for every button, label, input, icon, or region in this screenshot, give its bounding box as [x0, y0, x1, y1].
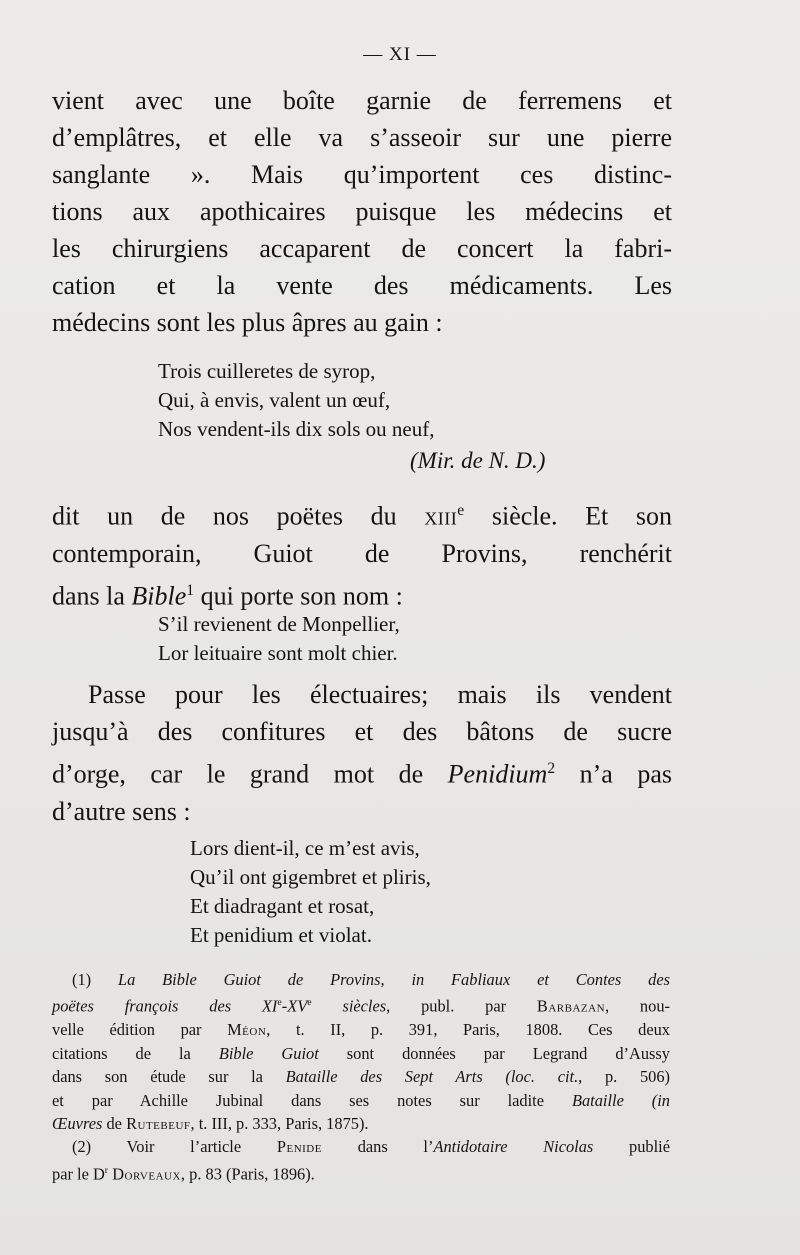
- title-italic: Antidotaire Nicolas: [433, 1137, 594, 1157]
- text: dans la: [52, 581, 125, 611]
- footnote-line: [52, 1042, 670, 1065]
- title-italic: -XV: [281, 996, 308, 1016]
- text: qui porte son nom :: [200, 581, 403, 611]
- title-italic: La Bible Guiot de Provins, in Fabliaux et Contes des: [117, 970, 670, 989]
- text: , t. II, p. 391, Paris, 1808. Ces deux: [266, 1020, 670, 1040]
- title-italic: Bataille (in: [571, 1090, 670, 1110]
- footnote-number: (1): [72, 970, 92, 989]
- text: , nou-: [605, 996, 670, 1016]
- text: n’a pas: [579, 759, 673, 789]
- author-name: Méon: [227, 1020, 267, 1040]
- text: par le D: [52, 1164, 105, 1184]
- text: dit un de nos poëtes du: [52, 501, 397, 531]
- text-line: [52, 572, 672, 615]
- footnote-line: [52, 1135, 670, 1158]
- superscript: e: [277, 997, 282, 1009]
- title-italic: Bible Guiot: [218, 1043, 319, 1063]
- text: Voir l’article: [126, 1137, 242, 1157]
- text: d’orge, car le grand mot de: [52, 759, 424, 789]
- footnote-line: [52, 991, 670, 1018]
- footnote-line: [52, 1018, 670, 1041]
- text-line: jusqu’à des confitures et des bâtons de sucre: [52, 717, 672, 746]
- text: publié: [629, 1137, 670, 1157]
- term-italic: Penidium: [447, 759, 548, 789]
- title-italic: poëtes françois des XI: [52, 996, 278, 1016]
- title-italic: Bataille des Sept Arts (loc. cit.: [285, 1067, 579, 1087]
- paragraph-1: [52, 82, 672, 341]
- text: dans l’: [357, 1137, 434, 1157]
- title-italic: Œuvres: [52, 1113, 103, 1133]
- verse-2: [158, 610, 400, 668]
- verse-line: S’il revienent de Monpellier,: [158, 612, 400, 636]
- verse-line: Nos vendent-ils dix sols ou neuf,: [158, 417, 435, 441]
- footnote-ref-2: 2: [547, 760, 556, 777]
- article-name: Penide: [276, 1137, 322, 1157]
- text: , p. 83 (Paris, 1896).: [180, 1164, 315, 1184]
- text-line: vient avec une boîte garnie de ferremens et: [52, 86, 672, 115]
- century: xiii: [424, 501, 458, 531]
- text-line: cation et la vente des médicaments. Les: [52, 271, 672, 300]
- verse-line: Qu’il ont gigembret et pliris,: [190, 865, 431, 889]
- text-line: contemporain, Guiot de Provins, renchérit: [52, 538, 672, 568]
- footnote-line: [52, 1065, 670, 1088]
- footnote-line: [52, 1159, 670, 1186]
- superscript: e: [457, 502, 465, 519]
- text-line: les chirurgiens accaparent de concert la fabri-: [52, 234, 672, 263]
- verse-line: Trois cuilleretes de syrop,: [158, 359, 376, 383]
- text: de: [106, 1113, 122, 1133]
- text: publ. par: [421, 996, 507, 1016]
- footnote-line: [52, 968, 670, 991]
- text: , t. III, p. 333, Paris, 1875).: [190, 1113, 369, 1133]
- superscript: r: [104, 1164, 109, 1176]
- verse-line: Et diadragant et rosat,: [190, 894, 375, 918]
- superscript: e: [307, 997, 312, 1009]
- text-line: sanglante ». Mais qu’importent ces distinc-: [52, 160, 672, 189]
- author-name: Barbazan: [536, 996, 606, 1016]
- text: , p. 506): [578, 1067, 670, 1087]
- text-line: Passe pour les électuaires; mais ils vendent: [88, 680, 672, 709]
- footnote-line: [52, 1112, 670, 1135]
- text-line: tions aux apothicaires puisque les médecins et: [52, 197, 672, 226]
- author-name: Dorveaux: [112, 1164, 181, 1184]
- verse-1: [158, 357, 434, 444]
- page-number: — XI —: [363, 44, 437, 65]
- text-line: d’autre sens :: [52, 796, 191, 826]
- text: et par Achille Jubinal dans ses notes sur ladite: [52, 1090, 545, 1110]
- text: sont données par Legrand d’Aussy: [346, 1043, 670, 1063]
- text: citations de la: [52, 1043, 191, 1063]
- text-line: médecins sont les plus âpres au gain :: [52, 308, 443, 337]
- citation: (Mir. de N. D.): [410, 448, 546, 473]
- footnotes: [52, 968, 670, 1186]
- verse-line: Qui, à envis, valent un œuf,: [158, 388, 391, 412]
- text-line: [52, 492, 672, 535]
- footnote-line: [52, 1089, 670, 1112]
- paragraph-3: [52, 676, 672, 830]
- text: dans son étude sur la: [52, 1067, 263, 1087]
- text-line: d’emplâtres, et elle va s’asseoir sur une pierre: [52, 123, 672, 152]
- verse-line: Lor leituaire sont molt chier.: [158, 641, 398, 665]
- title-italic: siècles,: [342, 996, 391, 1016]
- footnote-number: (2): [72, 1137, 92, 1157]
- paragraph-2: [52, 492, 672, 614]
- text-line: [52, 750, 672, 793]
- text: velle édition par: [52, 1020, 202, 1040]
- text: siècle. Et son: [491, 501, 673, 531]
- author-name: Rutebeuf: [126, 1113, 191, 1133]
- verse-line: Lors dient-il, ce m’est avis,: [190, 836, 420, 860]
- footnote-ref-1: 1: [186, 581, 195, 599]
- verse-line: Et penidium et violat.: [190, 923, 372, 947]
- title-italic: Bible: [131, 581, 187, 611]
- verse-3: [190, 834, 431, 950]
